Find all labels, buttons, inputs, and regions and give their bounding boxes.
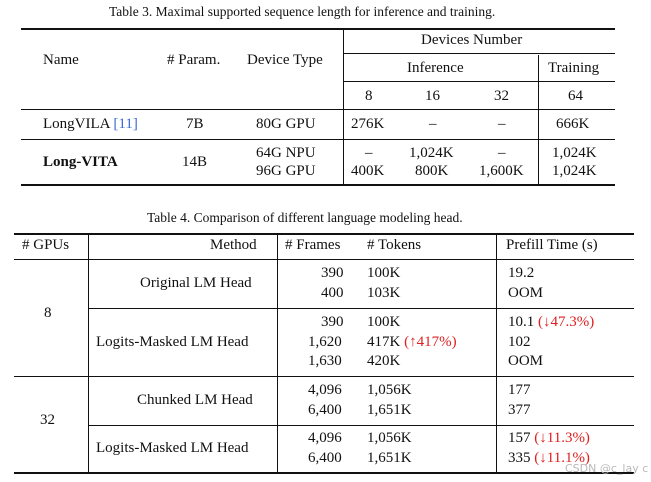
header-inference: Inference	[407, 60, 464, 76]
row-param-longvita: 14B	[182, 154, 208, 170]
frames-4096: 4,096	[308, 382, 342, 398]
time-oom-b: OOM	[508, 353, 544, 369]
gpus-32: 32	[40, 412, 55, 428]
time-decrease-note-157: (↓11.3%)	[534, 430, 590, 446]
time-157: 157 (↓11.3%)	[508, 430, 590, 446]
tokens-1056k: 1,056K	[367, 382, 412, 398]
time-10-1: 10.1 (↓47.3%)	[508, 314, 595, 330]
frames-400: 400	[321, 285, 344, 301]
table3-caption: Table 3. Maximal supported sequence length for inference and training.	[109, 4, 496, 19]
header-col-16: 16	[425, 88, 440, 104]
citation-link[interactable]: [11]	[113, 116, 138, 132]
time-19-2: 19.2	[508, 265, 535, 281]
cell-longvila-16: –	[429, 116, 437, 132]
frames-6400b: 6,400	[308, 450, 342, 466]
table4-top-rule	[14, 233, 634, 235]
tokens-1651k: 1,651K	[367, 402, 412, 418]
devices-number-rule	[343, 53, 615, 54]
frames-6400: 6,400	[308, 402, 342, 418]
header-frames: # Frames	[285, 237, 341, 253]
row-device-longvila: 80G GPU	[256, 116, 316, 132]
tokens-100k-b: 100K	[367, 314, 401, 330]
header-method: Method	[210, 237, 257, 253]
cell-longvita-32b: 1,600K	[479, 163, 524, 179]
row-device-longvita-b: 96G GPU	[256, 163, 316, 179]
group32-inner-rule	[88, 425, 634, 426]
cell-longvita-64b: 1,024K	[552, 163, 597, 179]
table3-vrule-training	[538, 55, 539, 184]
tokens-1651k-b: 1,651K	[367, 450, 412, 466]
frames-1620: 1,620	[308, 334, 342, 350]
header-training: Training	[548, 60, 600, 76]
time-decrease-note: (↓47.3%)	[538, 314, 595, 330]
tokens-420k: 420K	[367, 353, 401, 369]
cell-longvita-8a: –	[365, 145, 373, 161]
tokens-100k: 100K	[367, 265, 401, 281]
cell-longvita-32a: –	[498, 145, 506, 161]
table4-header-rule	[14, 259, 634, 260]
group-divider-rule	[14, 376, 634, 377]
table4-caption: Table 4. Comparison of different language modeling head.	[147, 210, 463, 225]
header-col-64: 64	[568, 88, 583, 104]
method-logits-masked-8: Logits-Masked LM Head	[96, 334, 249, 350]
cell-longvita-64a: 1,024K	[552, 145, 597, 161]
header-col-8: 8	[365, 88, 373, 104]
table3-bottom-rule	[21, 184, 615, 186]
cell-longvila-32: –	[498, 116, 506, 132]
table3-header-rule	[21, 109, 615, 110]
group8-inner-rule	[88, 308, 634, 309]
tokens-103k: 103K	[367, 285, 401, 301]
gpus-8: 8	[44, 305, 52, 321]
method-chunked-lm-head: Chunked LM Head	[137, 392, 253, 408]
header-device-type: Device Type	[247, 52, 323, 68]
time-decrease-note-335: (↓11.1%)	[534, 450, 590, 466]
method-original-lm-head: Original LM Head	[140, 275, 252, 291]
table4-vrule-method	[277, 234, 278, 472]
time-102: 102	[508, 334, 531, 350]
frames-390: 390	[321, 265, 344, 281]
time-177: 177	[508, 382, 531, 398]
cell-longvita-8b: 400K	[351, 163, 385, 179]
row-name-longvila: LongVILA [11]	[43, 116, 138, 132]
cell-longvila-64: 666K	[556, 116, 590, 132]
cell-longvila-8: 276K	[351, 116, 385, 132]
frames-390b: 390	[321, 314, 344, 330]
token-increase-note: (↑417%)	[404, 334, 457, 350]
row-param-longvila: 7B	[186, 116, 204, 132]
time-377: 377	[508, 402, 531, 418]
table3-top-rule	[21, 28, 615, 30]
row-name-longvita: Long-VITA	[43, 154, 118, 170]
inference-rule	[343, 81, 615, 82]
table4-vrule-gpus	[88, 234, 89, 472]
tokens-417k: 417K (↑417%)	[367, 334, 457, 350]
header-param: # Param.	[167, 52, 221, 68]
header-prefill: Prefill Time (s)	[506, 237, 598, 253]
time-oom-a: OOM	[508, 285, 544, 301]
row-device-longvita-a: 64G NPU	[256, 145, 316, 161]
header-name: Name	[43, 52, 79, 68]
time-335: 335 (↓11.1%)	[508, 450, 590, 466]
frames-1630: 1,630	[308, 353, 342, 369]
cell-longvita-16a: 1,024K	[409, 145, 454, 161]
table4-vrule-prefill	[496, 234, 497, 472]
watermark: CSDN @c_lay c	[565, 462, 649, 475]
header-devices-number: Devices Number	[421, 32, 523, 48]
table3-vrule-left	[343, 29, 344, 184]
method-logits-masked-32: Logits-Masked LM Head	[96, 440, 249, 456]
cell-longvita-16b: 800K	[415, 163, 449, 179]
header-gpus: # GPUs	[22, 237, 70, 253]
table3-mid-rule	[21, 139, 615, 140]
header-tokens: # Tokens	[367, 237, 422, 253]
table4-bottom-rule	[14, 472, 634, 474]
header-col-32: 32	[494, 88, 509, 104]
frames-4096b: 4,096	[308, 430, 342, 446]
tokens-1056k-b: 1,056K	[367, 430, 412, 446]
